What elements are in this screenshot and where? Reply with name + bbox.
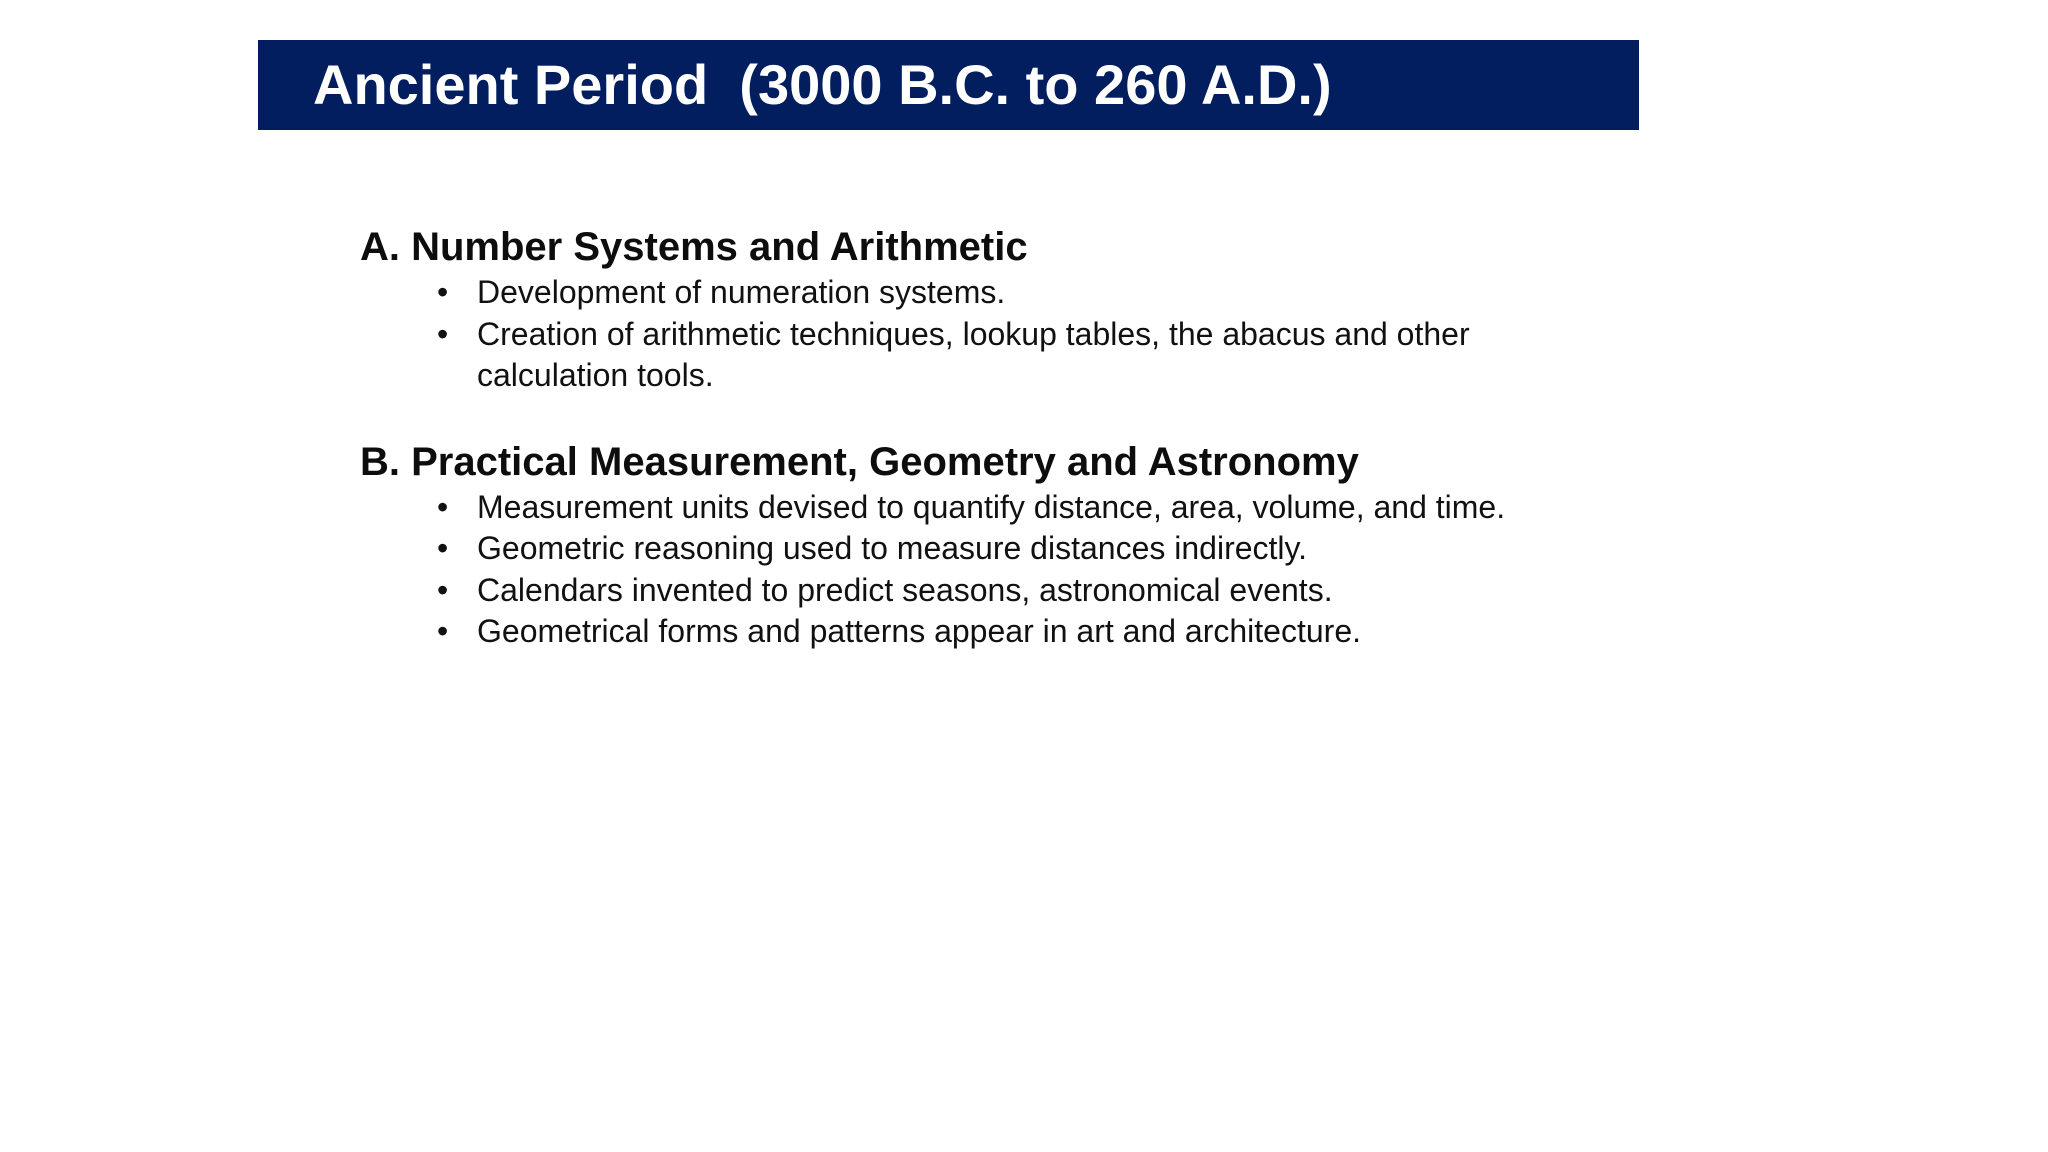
slide-content	[360, 222, 1560, 653]
bullet-item: • Creation of arithmetic techniques, lookup tables, the abacus and other calculation tools.	[477, 314, 1547, 397]
slide-title: Ancient Period (3000 B.C. to 260 A.D.)	[313, 53, 1332, 116]
section-number-systems	[360, 222, 1560, 397]
bullet-item: • Calendars invented to predict seasons, astronomical events.	[477, 570, 1547, 612]
bullet-list	[360, 272, 1547, 397]
bullet-item: • Development of numeration systems.	[477, 272, 1547, 314]
section-heading: A. Number Systems and Arithmetic	[360, 225, 1028, 269]
section-measurement-geometry	[360, 437, 1560, 653]
section-heading: B. Practical Measurement, Geometry and Astronomy	[360, 439, 1359, 484]
title-bar	[258, 40, 1639, 130]
bullet-item: • Geometrical forms and patterns appear in art and architecture.	[477, 611, 1547, 653]
bullet-item: • Measurement units devised to quantify distance, area, volume, and time.	[477, 487, 1547, 529]
bullet-list	[360, 487, 1547, 653]
bullet-item: • Geometric reasoning used to measure distances indirectly.	[477, 528, 1547, 570]
